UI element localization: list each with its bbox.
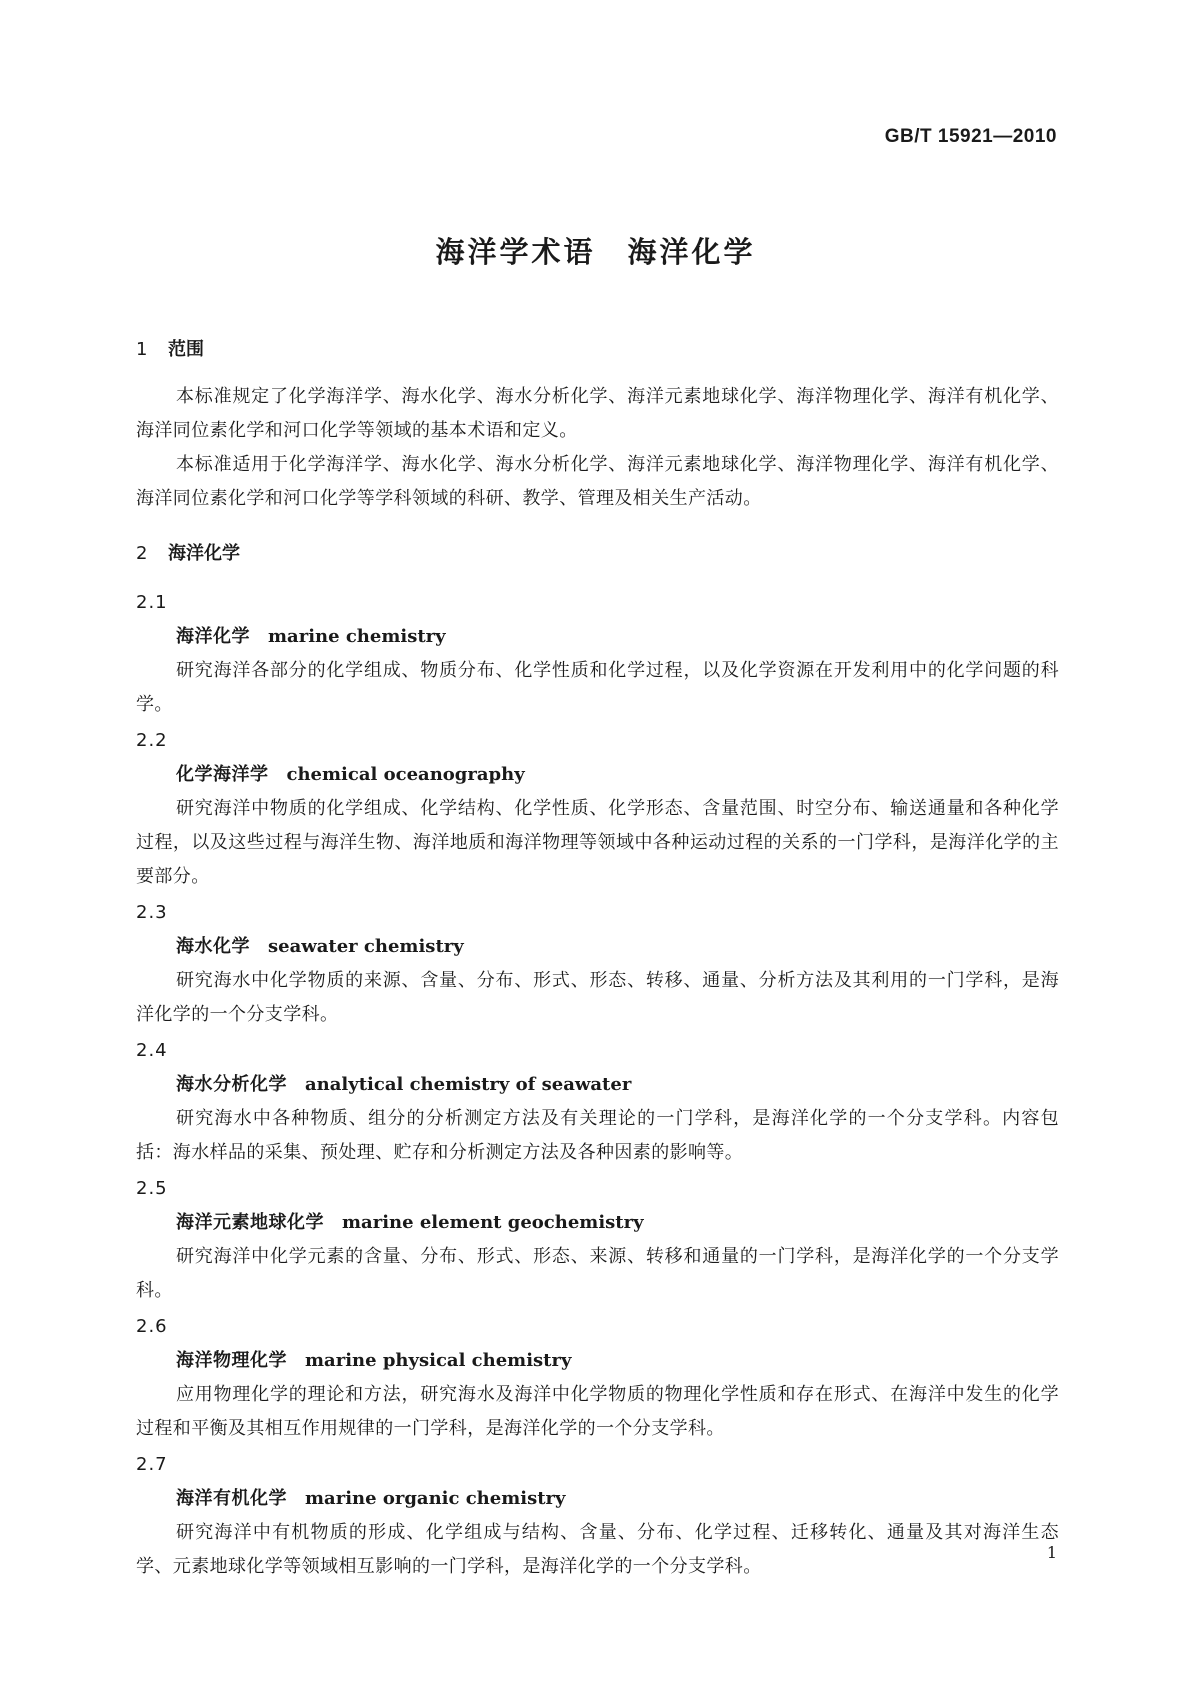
- term-entry-2-5: [136, 1172, 1059, 1308]
- document-title: 海洋学术语 海洋化学: [435, 235, 756, 269]
- term-entry-2-6: [136, 1310, 1059, 1446]
- term-chinese: 海水分析化学: [176, 1074, 287, 1095]
- term-chinese: 海洋化学: [176, 626, 250, 647]
- term-name: [136, 930, 1059, 964]
- standard-code: GB/T 15921—2010: [884, 126, 1057, 147]
- term-entry-2-4: [136, 1034, 1059, 1170]
- term-definition: 研究海洋各部分的化学组成、物质分布、化学性质和化学过程，以及化学资源在开发利用中的化学问题的科学。: [136, 660, 1059, 715]
- term-chinese: 海洋元素地球化学: [176, 1212, 324, 1233]
- term-entry-2-3: [136, 896, 1059, 1032]
- term-entry-2-2: [136, 724, 1059, 894]
- section-title: 范围: [168, 339, 204, 360]
- term-english: marine chemistry: [268, 626, 446, 647]
- section-number: 2: [136, 543, 148, 564]
- term-number: 2.4: [136, 1040, 168, 1061]
- term-number: 2.3: [136, 902, 168, 923]
- term-number: 2.2: [136, 730, 168, 751]
- section-number: 1: [136, 339, 148, 360]
- term-name: [136, 1068, 1059, 1102]
- term-chinese: 海水化学: [176, 936, 250, 957]
- section-title: 海洋化学: [168, 543, 240, 564]
- term-number: 2.6: [136, 1316, 168, 1337]
- scope-paragraph-1: 本标准规定了化学海洋学、海水化学、海水分析化学、海洋元素地球化学、海洋物理化学、海洋有机化学、海洋同位素化学和河口化学等领域的基本术语和定义。: [136, 386, 1059, 441]
- term-number: 2.5: [136, 1178, 168, 1199]
- term-chinese: 海洋物理化学: [176, 1350, 287, 1371]
- term-english: marine physical chemistry: [305, 1350, 572, 1371]
- section-heading-scope: [136, 334, 1059, 366]
- term-definition: 研究海洋中物质的化学组成、化学结构、化学性质、化学形态、含量范围、时空分布、输送通量和各种化学过程，以及这些过程与海洋生物、海洋地质和海洋物理等领域中各种运动过程的关系的一门学科，是海洋化学的主要部分。: [136, 798, 1059, 887]
- term-english: analytical chemistry of seawater: [305, 1074, 632, 1095]
- term-number: 2.7: [136, 1454, 168, 1475]
- term-english: marine organic chemistry: [305, 1488, 566, 1509]
- term-english: marine element geochemistry: [342, 1212, 644, 1233]
- term-entry-2-1: [136, 586, 1059, 722]
- term-english: chemical oceanography: [286, 764, 525, 785]
- term-definition: 应用物理化学的理论和方法，研究海水及海洋中化学物质的物理化学性质和存在形式、在海洋中发生的化学过程和平衡及其相互作用规律的一门学科，是海洋化学的一个分支学科。: [136, 1384, 1059, 1439]
- term-definition: 研究海洋中化学元素的含量、分布、形式、形态、来源、转移和通量的一门学科，是海洋化学的一个分支学科。: [136, 1246, 1059, 1301]
- term-english: seawater chemistry: [268, 936, 464, 957]
- document-body: [136, 334, 1059, 1584]
- term-name: [136, 1344, 1059, 1378]
- term-name: [136, 758, 1059, 792]
- page-number: 1: [1046, 1543, 1057, 1562]
- term-definition: 研究海水中化学物质的来源、含量、分布、形式、形态、转移、通量、分析方法及其利用的一门学科，是海洋化学的一个分支学科。: [136, 970, 1059, 1025]
- term-name: [136, 620, 1059, 654]
- section-heading-marine-chemistry: [136, 538, 1059, 570]
- term-definition: 研究海水中各种物质、组分的分析测定方法及有关理论的一门学科，是海洋化学的一个分支学科。内容包括：海水样品的采集、预处理、贮存和分析测定方法及各种因素的影响等。: [136, 1108, 1059, 1163]
- term-chinese: 化学海洋学: [176, 764, 269, 785]
- term-entry-2-7: [136, 1448, 1059, 1584]
- term-name: [136, 1482, 1059, 1516]
- term-name: [136, 1206, 1059, 1240]
- term-chinese: 海洋有机化学: [176, 1488, 287, 1509]
- scope-paragraph-2: 本标准适用于化学海洋学、海水化学、海水分析化学、海洋元素地球化学、海洋物理化学、海洋有机化学、海洋同位素化学和河口化学等学科领域的科研、教学、管理及相关生产活动。: [136, 454, 1059, 509]
- term-number: 2.1: [136, 592, 168, 613]
- term-definition: 研究海洋中有机物质的形成、化学组成与结构、含量、分布、化学过程、迁移转化、通量及其对海洋生态学、元素地球化学等领域相互影响的一门学科，是海洋化学的一个分支学科。: [136, 1522, 1059, 1577]
